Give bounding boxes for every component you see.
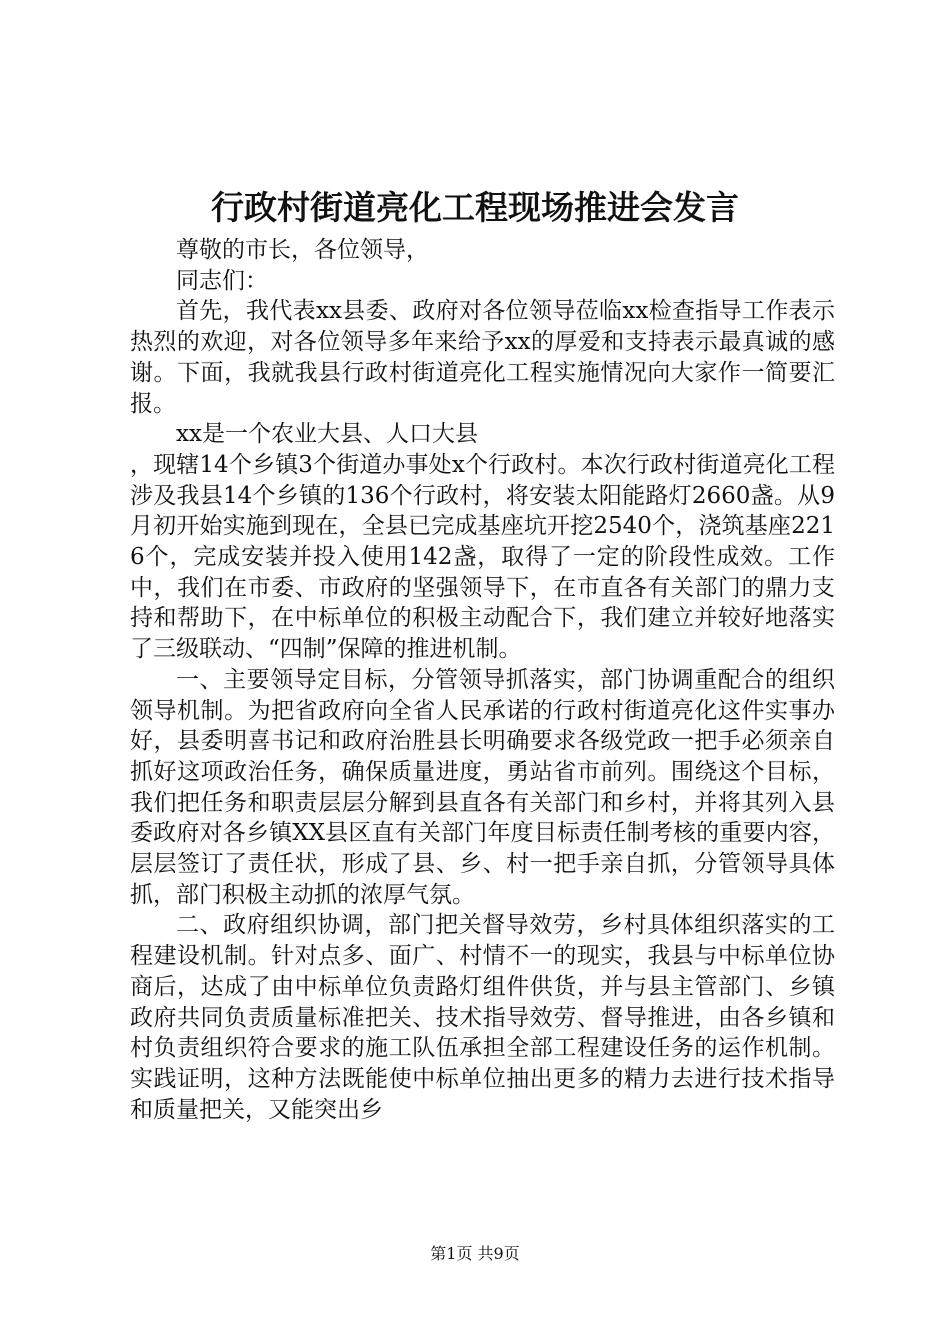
paragraph-project-progress: ，现辖14个乡镇3个街道办事处x个行政村。本次行政村街道亮化工程涉及我县14个乡镇的136个行政村，将安装太阳能路灯2660盏。从9月初开始实施到现在，全县已完成基座坑开挖2540个，浇筑基座2216个，完成安装并投入使用142盏，取得了一定的阶段性成效。工作中，我们在市委、市政府的坚强领导下，在市直各有关部门的鼎力支持和帮助下，在中标单位的积极主动配合下，我们建立并较好地落实了三级联动、“四制”保障的推进机制。 [130, 451, 835, 663]
document-title: 行政村街道亮化工程现场推进会发言 [211, 188, 739, 227]
document-body [130, 235, 835, 1125]
paragraph-section-one: 一、主要领导定目标，分管领导抓落实，部门协调重配合的组织领导机制。为把省政府向全省人民承诺的行政村街道亮化这件实事办好，县委明喜书记和政府治胜县长明确要求各级党政一把手必须亲自抓好这项政治任务，确保质量进度，勇站省市前列。围绕这个目标，我们把任务和职责层层分解到县直各有关部门和乡村，并将其列入县委政府对各乡镇XX县区直有关部门年度目标责任制考核的重要内容，层层签订了责任状，形成了县、乡、村一把手亲自抓，分管领导具体抓，部门积极主动抓的浓厚气氛。 [130, 666, 835, 908]
paragraph-greeting: 同志们： [176, 267, 268, 294]
page-number-footer: 第1页 共9页 [430, 1244, 520, 1263]
paragraph-intro: 首先，我代表xx县委、政府对各位领导莅临xx检查指导工作表示热烈的欢迎，对各位领导多年来给予xx的厚爱和支持表示最真诚的感谢。下面，我就我县行政村街道亮化工程实施情况向大家作一简要汇报。 [130, 298, 835, 417]
paragraph-county-overview: xx是一个农业大县、人口大县 [176, 421, 478, 448]
paragraph-section-two: 二、政府组织协调，部门把关督导效劳，乡村具体组织落实的工程建设机制。针对点多、面广、村情不一的现实，我县与中标单位协商后，达成了由中标单位负责路灯组件供货，并与县主管部门、乡镇政府共同负责质量标准把关、技术指导效劳、督导推进，由各乡镇和村负责组织符合要求的施工队伍承担全部工程建设任务的运作机制。实践证明，这种方法既能使中标单位抽出更多的精力去进行技术指导和质量把关，又能突出乡 [130, 912, 835, 1123]
paragraph-salutation: 尊敬的市长，各位领导， [176, 237, 429, 263]
